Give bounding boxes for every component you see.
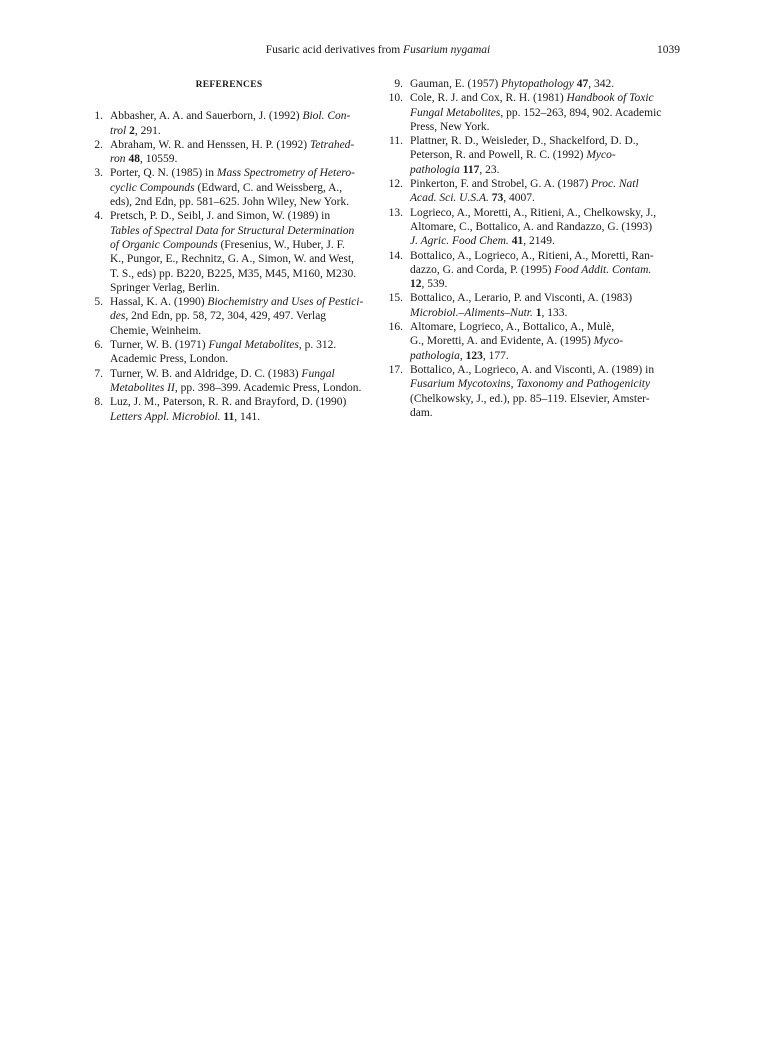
reference-text: Letters Appl. Microbiol. <box>110 410 221 423</box>
reference-line <box>410 120 685 134</box>
references-column-right <box>386 77 685 420</box>
reference-number: 8. <box>94 396 103 409</box>
reference-number: 13. <box>388 206 403 219</box>
reference-text: , 291. <box>134 124 161 137</box>
reference-text: 47 <box>576 78 589 90</box>
reference-text: Press, New York. <box>410 120 490 133</box>
reference-text: 11 <box>223 410 235 423</box>
reference-item <box>86 209 372 295</box>
reference-text: , 539. <box>421 278 448 291</box>
reference-line <box>110 152 372 166</box>
reference-text: Cole, R. J. and Cox, R. H. (1981) <box>410 92 567 105</box>
reference-line <box>410 234 685 248</box>
reference-text: Myco- <box>586 149 616 162</box>
reference-line <box>110 267 372 281</box>
reference-item <box>386 91 685 134</box>
reference-text: eds), 2nd Edn, pp. 581–625. John Wiley, New York. <box>110 196 350 209</box>
reference-text: , pp. 398–399. Academic Press, London. <box>174 381 362 394</box>
page-number: 1039 <box>657 44 680 56</box>
reference-item <box>386 77 685 91</box>
reference-number: 1. <box>94 110 103 123</box>
reference-line <box>410 106 685 120</box>
reference-item <box>86 367 372 396</box>
reference-text: Altomare, C., Bottalico, A. and Randazzo, G. (1993) <box>410 220 653 233</box>
reference-item <box>86 338 372 367</box>
reference-text: Food Addit. Contam. <box>554 263 652 276</box>
reference-text: Mass Spectrometry of Hetero- <box>216 167 355 180</box>
reference-text: Abraham, W. R. and Henssen, H. P. (1992) <box>110 138 310 151</box>
reference-line <box>110 166 372 180</box>
reference-text: Pinkerton, F. and Strobel, G. A. (1987) <box>410 178 592 191</box>
reference-item <box>386 363 685 420</box>
reference-text: K., Pungor, E., Rechnitz, G. A., Simon, W. and West, <box>110 253 355 266</box>
reference-line <box>110 252 372 266</box>
reference-text: pathologia <box>410 349 460 362</box>
reference-text: Bottalico, A., Logrieco, A., Ritieni, A., Moretti, Ran- <box>410 249 654 262</box>
reference-line <box>410 334 685 348</box>
reference-text: , 342. <box>588 78 615 90</box>
reference-line <box>410 77 685 91</box>
reference-number: 10. <box>388 92 403 105</box>
reference-text: Tetrahed- <box>309 138 355 151</box>
reference-item <box>86 166 372 209</box>
reference-text: Phytopathology <box>501 78 574 90</box>
reference-item <box>86 109 372 138</box>
reference-text: Proc. Natl <box>591 178 639 191</box>
reference-text: 12 <box>410 278 422 291</box>
reference-line <box>110 195 372 209</box>
reference-line <box>110 138 372 152</box>
reference-text: 2 <box>129 124 135 137</box>
reference-item <box>86 138 372 167</box>
reference-text: , pp. 152–263, 894, 902. Academic <box>500 106 662 119</box>
reference-text: , 2nd Edn, pp. 58, 72, 304, 429, 497. Verlag <box>125 310 327 323</box>
reference-number: 6. <box>94 339 103 352</box>
reference-item <box>386 320 685 363</box>
reference-line <box>110 209 372 223</box>
reference-line <box>410 349 685 363</box>
reference-text: , 133. <box>541 306 568 319</box>
references-heading: REFERENCES <box>195 80 263 90</box>
reference-text: , 141. <box>234 410 261 423</box>
reference-text: Hassal, K. A. (1990) <box>110 296 208 309</box>
reference-item <box>386 291 685 320</box>
reference-item <box>386 134 685 177</box>
reference-line <box>110 295 372 309</box>
reference-text: Bottalico, A., Logrieco, A. and Visconti, A. (1989) in <box>410 363 655 376</box>
reference-line <box>110 124 372 138</box>
running-title-text: Fusaric acid derivatives from <box>265 44 404 56</box>
references-column-left <box>86 77 372 424</box>
reference-text: Metabolites II <box>110 381 175 394</box>
reference-text: , 10559. <box>139 153 178 166</box>
reference-line <box>410 277 685 291</box>
reference-line <box>110 410 372 424</box>
reference-line <box>410 363 685 377</box>
reference-text: Plattner, R. D., Weisleder, D., Shackelford, D. D., <box>410 135 639 148</box>
reference-line <box>410 320 685 334</box>
reference-number: 2. <box>94 138 103 151</box>
reference-number: 16. <box>388 321 403 334</box>
reference-text: 73 <box>491 192 504 205</box>
reference-item <box>86 395 372 424</box>
reference-text: G., Moretti, A. and Evidente, A. (1995) <box>410 335 594 348</box>
reference-text: Fusarium Mycotoxins, Taxonomy and Pathogenicity <box>410 378 651 391</box>
reference-text: Abbasher, A. A. and Sauerborn, J. (1992) <box>110 110 303 123</box>
reference-line <box>410 148 685 162</box>
reference-text: trol <box>110 124 127 137</box>
reference-text: , 4007. <box>503 192 535 205</box>
reference-line <box>410 377 685 391</box>
reference-line <box>110 381 372 395</box>
reference-text: dam. <box>410 406 433 419</box>
reference-line <box>110 281 372 295</box>
reference-text: pathologia <box>410 163 460 176</box>
reference-number: 12. <box>388 178 403 191</box>
reference-text: Peterson, R. and Powell, R. C. (1992) <box>410 149 587 162</box>
reference-item <box>386 206 685 249</box>
reference-item <box>386 249 685 292</box>
reference-number: 3. <box>94 167 103 180</box>
reference-text: 48 <box>128 153 140 166</box>
reference-number: 17. <box>388 363 403 376</box>
reference-line <box>110 395 372 409</box>
reference-item <box>386 177 685 206</box>
reference-line <box>410 306 685 320</box>
running-title-species: Fusarium nygamai <box>403 44 491 56</box>
reference-text: , 23. <box>479 163 500 176</box>
reference-text: Biochemistry and Uses of Pestici- <box>207 296 364 309</box>
reference-text: Bottalico, A., Lerario, P. and Visconti, A. (1983) <box>410 292 633 305</box>
reference-text: 1 <box>535 306 542 319</box>
reference-text: Acad. Sci. U.S.A. <box>410 192 489 205</box>
reference-text: ron <box>110 153 126 166</box>
reference-line <box>410 177 685 191</box>
reference-text: Altomare, Logrieco, A., Bottalico, A., Mulè, <box>410 321 615 334</box>
reference-text: of Organic Compounds <box>110 238 218 251</box>
reference-line <box>410 263 685 277</box>
reference-line <box>110 109 372 123</box>
reference-line <box>410 249 685 263</box>
reference-text: , p. 312. <box>298 339 337 352</box>
reference-text: Fungal Metabolites <box>208 339 299 352</box>
reference-line <box>110 324 372 338</box>
reference-number: 14. <box>388 249 403 262</box>
reference-text: (Chelkowsky, J., ed.), pp. 85–119. Elsevier, Amster- <box>410 392 650 405</box>
reference-line <box>410 406 685 420</box>
reference-text: , 2149. <box>523 235 555 248</box>
reference-text: Springer Verlag, Berlin. <box>110 281 220 294</box>
reference-text: Turner, W. B. (1971) <box>110 339 209 352</box>
reference-text: (Edward, C. and Weissberg, A., <box>194 181 343 194</box>
reference-text: Logrieco, A., Moretti, A., Ritieni, A., Chelkowsky, J., <box>410 206 657 219</box>
reference-line <box>410 206 685 220</box>
reference-text: Myco- <box>593 335 624 348</box>
reference-text: Pretsch, P. D., Seibl, J. and Simon, W. (1989) in <box>110 210 331 223</box>
reference-line <box>410 291 685 305</box>
reference-text: J. Agric. Food Chem. <box>410 235 509 248</box>
reference-item <box>86 295 372 338</box>
reference-text: Fungal Metabolites <box>410 106 501 119</box>
reference-text: 117 <box>462 163 480 176</box>
reference-number: 15. <box>388 292 403 305</box>
reference-line <box>410 392 685 406</box>
running-head <box>76 44 680 60</box>
reference-line <box>110 309 372 323</box>
reference-text: dazzo, G. and Corda, P. (1995) <box>410 263 555 276</box>
reference-text: Luz, J. M., Paterson, R. R. and Brayford, D. (1990) <box>110 396 347 409</box>
reference-text: , <box>459 349 466 362</box>
reference-text: (Fresenius, W., Huber, J. F. <box>217 238 345 251</box>
reference-text: Academic Press, London. <box>110 353 229 366</box>
reference-line <box>410 134 685 148</box>
reference-text: 123 <box>465 349 483 362</box>
reference-number: 4. <box>94 210 103 223</box>
reference-line <box>110 367 372 381</box>
running-title <box>76 44 680 56</box>
reference-text: Biol. Con- <box>302 110 351 123</box>
reference-text: Porter, Q. N. (1985) in <box>110 167 217 180</box>
reference-text: Tables of Spectral Data for Structural Determination <box>110 224 355 237</box>
reference-text: T. S., eds) pp. B220, B225, M35, M45, M160, M230. <box>110 267 357 280</box>
reference-text: Handbook of Toxic <box>566 92 654 105</box>
reference-line <box>410 191 685 205</box>
reference-line <box>410 163 685 177</box>
reference-line <box>410 220 685 234</box>
reference-text: 41 <box>511 235 524 248</box>
reference-line <box>110 238 372 252</box>
reference-line <box>110 181 372 195</box>
reference-line <box>410 91 685 105</box>
reference-text: cyclic Compounds <box>110 181 195 194</box>
reference-number: 5. <box>94 296 103 309</box>
reference-text: Fungal <box>301 367 335 380</box>
reference-line <box>110 224 372 238</box>
reference-number: 11. <box>389 135 403 148</box>
reference-text: Chemie, Weinheim. <box>110 324 202 337</box>
reference-text: , 177. <box>482 349 509 362</box>
reference-line <box>110 352 372 366</box>
reference-text: Microbiol.–Aliments–Nutr. <box>410 306 533 319</box>
reference-text: Gauman, E. (1957) <box>410 78 502 90</box>
reference-number: 9. <box>394 78 403 90</box>
reference-text: des <box>110 310 126 323</box>
reference-text: Turner, W. B. and Aldridge, D. C. (1983) <box>110 367 302 380</box>
reference-number: 7. <box>94 367 103 380</box>
reference-line <box>110 338 372 352</box>
